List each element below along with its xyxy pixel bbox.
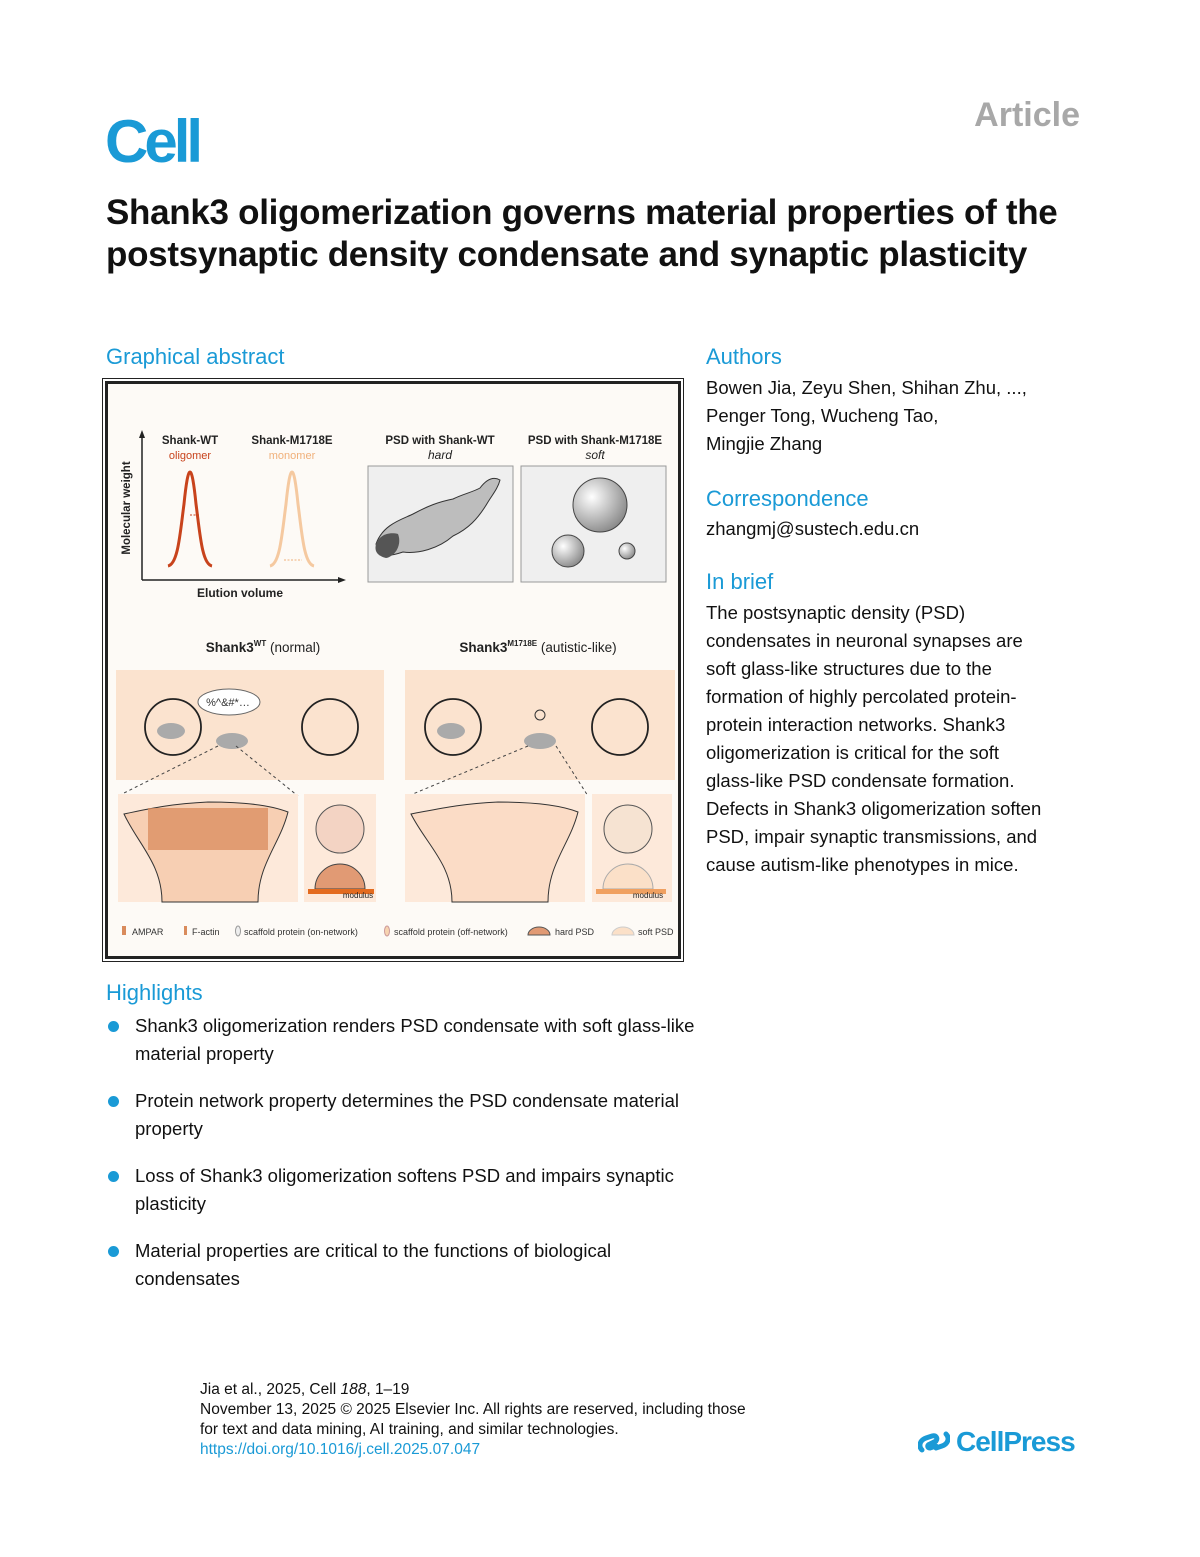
synapse-hard-panel [118,794,376,902]
svg-text:F-actin: F-actin [192,927,220,937]
psd-soft-panel [521,435,666,582]
svg-text:Shank3WT (normal): $Shank3^{WT}$ (normal) [205,639,321,655]
bullet-icon [108,1021,119,1032]
highlights-list [106,1012,696,1312]
highlight-item: Shank3 oligomerization renders PSD condensate with soft glass-like material property [106,1012,696,1068]
graphical-abstract-legend [122,926,674,937]
psd-hard-panel [368,435,513,582]
bullet-icon [108,1096,119,1107]
svg-text:monomer: monomer [268,450,316,462]
svg-text:modulus: modulus [632,891,664,900]
svg-text:soft PSD: soft PSD [638,927,674,937]
graphical-abstract-heading: Graphical abstract [106,344,285,369]
cellpress-logo: CellPress [918,1428,1075,1456]
highlights-heading: Highlights [106,980,203,1005]
highlight-item: Material properties are critical to the functions of biological condensates [106,1237,696,1293]
correspondence-heading: Correspondence [706,486,869,511]
svg-text:scaffold protein (off-network): scaffold protein (off-network) [394,927,508,937]
shank3-wt-behavior-panel [116,639,384,780]
synapse-soft-panel [405,794,672,902]
authors-heading: Authors [706,344,782,369]
correspondence-email[interactable]: zhangmj@sustech.edu.cn [706,518,920,539]
doi-link[interactable]: https://doi.org/10.1016/j.cell.2025.07.047 [200,1441,481,1458]
svg-text:Shank3M1718E (autistic-like): $Shank3^{M1718E}$ (autistic-like) [459,639,617,655]
svg-text:modulus: modulus [342,891,374,900]
svg-text:oligomer: oligomer [168,450,212,462]
graphical-abstract-illustration [108,384,678,956]
citation-line: Jia et al., 2025, Cell 188, 1–19 [200,1381,410,1398]
bullet-icon [108,1246,119,1257]
copyright-line-1: November 13, 2025 © 2025 Elsevier Inc. All rights are reserved, including those [200,1401,746,1418]
svg-text:Shank-WT: Shank-WT [161,435,219,447]
in-brief-heading: In brief [706,569,774,594]
y-axis-label: Molecular weight [121,461,133,555]
in-brief-text: The postsynaptic density (PSD) condensates in neuronal synapses are soft glass-like structures due to the formation of highly percolated protein- protein interaction networks. Shank3 oligomerization is critical for the soft glass-like PSD condensate formation. Defects in Shank3 oligomerization soften PSD, impair synaptic transmissions, and cause autism-like phenotypes in mice. [706,602,1042,875]
article-type-label: Article [974,96,1080,134]
svg-text:%^&#*…: %^&#*… [206,697,250,709]
svg-text:hard: hard [427,448,453,462]
chromatography-plot [121,430,346,600]
svg-text:hard PSD: hard PSD [555,927,595,937]
svg-text:Shank-M1718E: Shank-M1718E [251,435,333,447]
highlight-item: Loss of Shank3 oligomerization softens PSD and impairs synaptic plasticity [106,1162,696,1218]
authors-list: Bowen Jia, Zeyu Shen, Shihan Zhu, ..., Penger Tong, Wucheng Tao, Mingjie Zhang [706,377,1027,454]
svg-text:AMPAR: AMPAR [132,927,164,937]
bullet-icon [108,1171,119,1182]
shank3-m1718e-behavior-panel [405,639,675,780]
svg-text:scaffold protein (on-network): scaffold protein (on-network) [244,927,358,937]
svg-text:PSD with Shank-WT: PSD with Shank-WT [385,435,495,447]
svg-text:soft: soft [585,448,605,462]
x-axis-label: Elution volume [196,586,284,600]
svg-text:PSD with Shank-M1718E: PSD with Shank-M1718E [527,435,663,447]
citation-footer [200,1380,746,1460]
copyright-line-2: for text and data mining, AI training, and similar technologies. [200,1421,619,1438]
paper-title: Shank3 oligomerization governs material properties of the postsynaptic density condensate and synaptic plasticity [106,193,1058,274]
cell-journal-logo: Cell [105,108,200,175]
highlight-item: Protein network property determines the PSD condensate material property [106,1087,696,1143]
graphical-abstract-figure [105,381,681,959]
cellpress-link-icon [918,1428,950,1456]
